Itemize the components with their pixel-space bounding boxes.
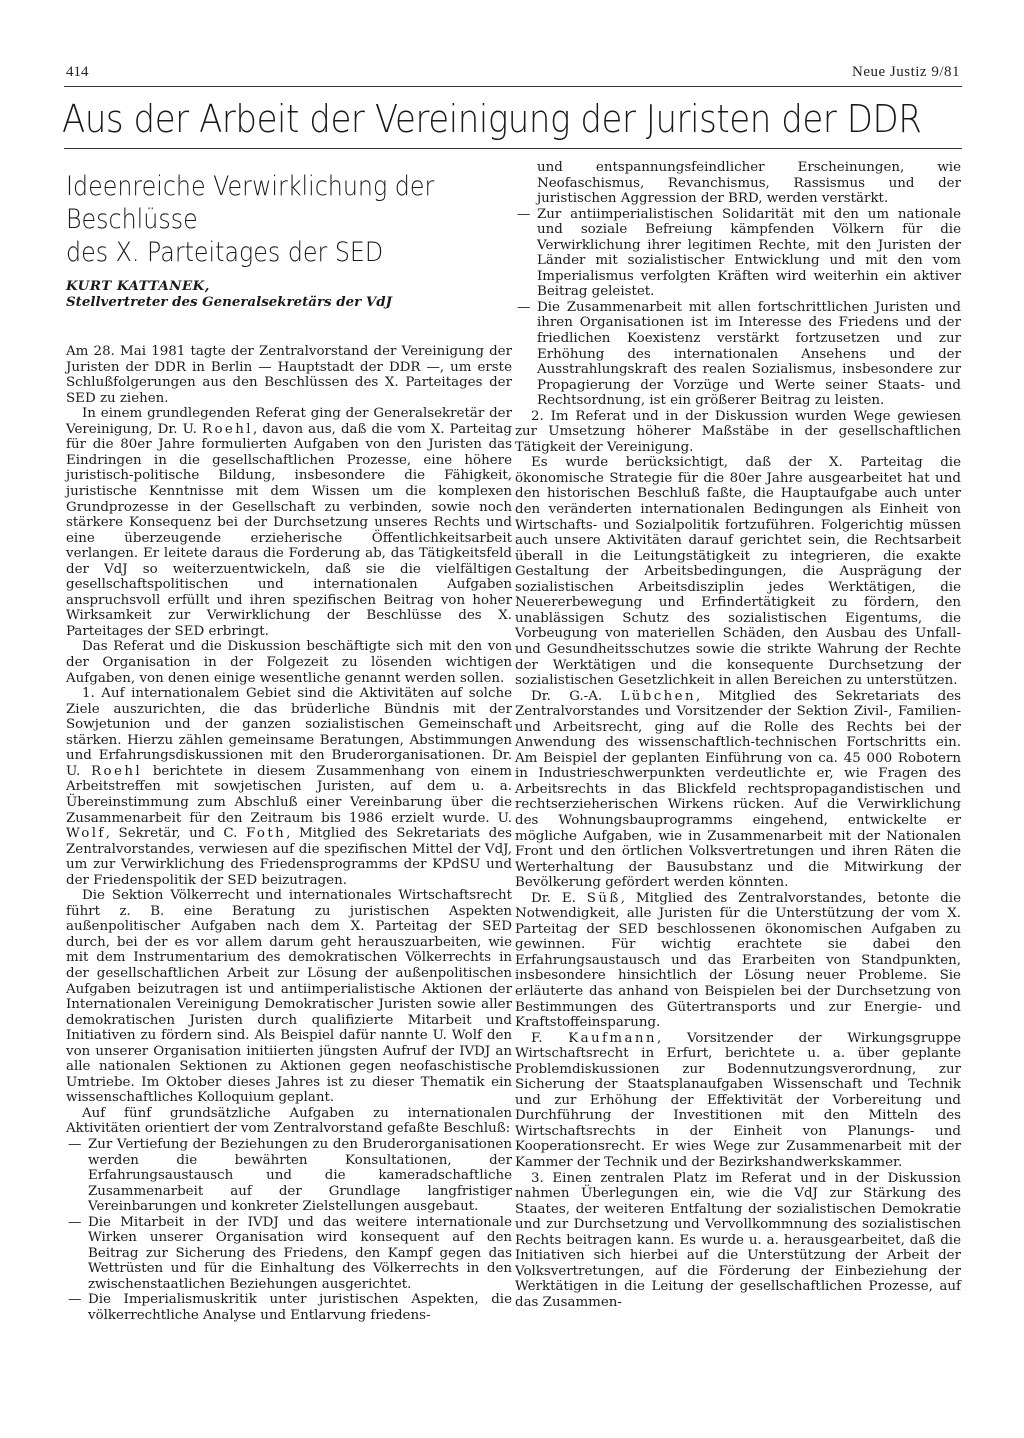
- page-number: 414: [66, 64, 89, 80]
- article-title-line-1: Ideenreiche Verwirklichung der Beschlüsse: [66, 171, 435, 235]
- paragraph: In einem grundlegenden Referat ging der Generalsekretär der Vereinigung, Dr. U. Roehl, davon aus, daß die vom X. Parteitag für die 80er Jahre formulierten Aufgaben von den Juristen das Eindringen in die gesellschaftlichen Prozesse, eine höhere juristisch-politische Bildung, insbesondere die Fähigkeit, juristische Kenntnisse mit dem Wissen um die komplexen Grundprozesse in der Gesellschaft zu verbinden, sowie noch stärkere Konsequenz bei der Durchsetzung unseres Rechts und eine überzeugende erzieherische Öffentlichkeitsarbeit verlangen. Er leitete daraus die Forderung ab, das Tätigkeitsfeld der VdJ so weiterzuentwickeln, daß sie die vielfältigen gesellschaftspolitischen und internationalen Aufgaben anspruchsvoll erfüllt und ihren spezifischen Beitrag von hoher Wirksamkeit zur Verwirklichung der Beschlüsse des X. Parteitages der SED erbringt.: [66, 406, 512, 639]
- author-role: Stellvertreter des Generalsekretärs der VdJ: [66, 293, 392, 310]
- section-rule: [64, 148, 962, 149]
- list-item: — Die Imperialismuskritik unter juristischen Aspekten, die völkerrechtliche Analyse und Entlarvung friedens-: [68, 1292, 512, 1323]
- task-list: [515, 207, 961, 409]
- task-list: [66, 1137, 512, 1324]
- paragraph: Dr. G.-A. Lübchen, Mitglied des Sekretariats des Zentralvorstandes und Vorsitzender der Sektion Zivil-, Familien- und Arbeitsrecht, ging auf die Rolle des Rechts bei der Anwendung des wissenschaftlich-technischen Fortschritts ein. Am Beispiel der geplanten Einführung von ca. 45 000 Robotern in Industrieschwerpunkten verdeutlichte er, wie Fragen des Arbeitsrechts in das Blickfeld rechtspropagandistischen und rechtserzieherischen Wirkens rücken. Auf die Verwirklichung des Wohnungsbauprogramms eingehend, entwickelte er mögliche Aufgaben, wie in Zusammenarbeit mit der Nationalen Front und den örtlichen Volksvertretungen und ihren Räten die Werterhaltung der Bausubstanz und die Mitwirkung der Bevölkerung gefördert werden könnten.: [515, 688, 961, 891]
- section-title: Aus der Arbeit der Vereinigung der Juristen der DDR: [62, 97, 922, 141]
- person-name: Roehl: [201, 421, 253, 437]
- list-item: — Die Zusammenarbeit mit allen fortschrittlichen Juristen und ihren Organisationen ist im Interesse des Friedens und der friedlichen Koexistenz verstärkt fortzusetzen und zur Erhöhung des internationalen Ansehens und der Ausstrahlungskraft des realen Sozialismus, insbesondere zur Propagierung der Vorzüge und Werte seiner Staats- und Rechtsordnung, ist ein größerer Beitrag zu leisten.: [517, 299, 961, 409]
- paragraph: Die Sektion Völkerrecht und internationales Wirtschaftsrecht führt z. B. eine Beratung zu juristischen Aspekten außenpolitischer Aufgaben nach dem X. Parteitag der SED durch, bei der es vor allem darum geht herauszuarbeiten, wie mit dem Instrumentarium des demokratischen Völkerrechts in der gesellschaftlichen Arbeit zur Lösung der außenpolitischen Aufgaben beizutragen ist und antiimperialistische Aktionen der Internationalen Vereinigung Demokratischer Juristen sowie aller demokratischen Juristen durch qualifizierte Mitarbeit und Initiativen zu fördern sind. Als Beispiel dafür nannte U. Wolf den von unserer Organisation initiierten jüngsten Aufruf der IVDJ an alle nationalen Sektionen zu Aktionen gegen neofaschistische Umtriebe. Im Oktober dieses Jahres ist zu dieser Thematik ein wissenschaftliches Kolloquium geplant.: [66, 888, 512, 1106]
- paragraph: 2. Im Referat und in der Diskussion wurden Wege gewiesen zur Umsetzung höherer Maßstäbe in der gesellschaftlichen Tätigkeit der Vereinigung.: [515, 408, 961, 455]
- person-name: Roehl: [91, 763, 143, 779]
- list-item: — Zur antiimperialistischen Solidarität mit den um nationale und soziale Befreiung kämpfenden Völkern für die Verwirklichung ihrer legitimen Rechte, mit den Juristen der Länder mit sozialistischer Entwicklung und mit den vom Imperialismus verfolgten Kräften wird weiterhin ein aktiver Beitrag geleistet.: [517, 206, 961, 300]
- list-item: — Die Mitarbeit in der IVDJ und das weitere internationale Wirken unserer Organisation wird konsequent auf den Beitrag zur Sicherung des Friedens, den Kampf gegen das Wettrüsten und für die Einhaltung des Völkerrechts in den zwischenstaatlichen Beziehungen ausgerichtet.: [68, 1214, 512, 1292]
- paragraph: Dr. E. Süß, Mitglied des Zentralvorstandes, betonte die Notwendigkeit, alle Juristen für die Unterstützung der vom X. Parteitag der SED beschlossenen ökonomischen Aufgaben zu gewinnen. Für wichtig erachtete sie dabei den Erfahrungsaustausch und das Erarbeiten von Standpunkten, insbesondere hinsichtlich der Lösung neuer Probleme. Sie erläuterte das anhand von Beispielen bei der Durchsetzung von Bestimmungen des Gütertransports und zur Energie- und Kraftstoffeinsparung.: [515, 890, 961, 1031]
- paragraph: 1. Auf internationalem Gebiet sind die Aktivitäten auf solche Ziele auszurichten, die das brüderliche Bündnis mit der Sowjetunion und der ganzen sozialistischen Gemeinschaft stärken. Hierzu zählen gemeinsame Beratungen, Abstimmungen und Erfahrungsdiskussionen mit den Bruderorganisationen. Dr. U. Roehl berichtete in diesem Zusammenhang von einem Arbeitstreffen mit sowjetischen Juristen, auf dem u. a. Übereinstimmung zum Abschluß einer Vereinbarung über die Zusammenarbeit für den Zeitraum bis 1986 erzielt wurde. U. Wolf, Sekretär, und C. Foth, Mitglied des Sekretariats des Zentralvorstandes, verwiesen auf die spezifischen Mittel der VdJ, um zur Verwirklichung des Friedensprogramms der KPdSU und der Friedenspolitik der SED beizutragen.: [66, 686, 512, 888]
- paragraph: F. Kaufmann, Vorsitzender der Wirkungsgruppe Wirtschaftsrecht in Erfurt, berichtete u. a. über geplante Problemdiskussionen zur Bodennutzungsverordnung, zur Sicherung der Staatsplanaufgaben Wissenschaft und Technik und zur Erhöhung der Effektivität der Vorbereitung und Durchführung der Investitionen mit den Mitteln des Wirtschaftsrechts in der Einheit von Planungs- und Kooperationsrecht. Er wies Wege zur Zusammenarbeit mit der Kammer der Technik und der Bezirkshandwerkskammer.: [515, 1030, 961, 1170]
- person-name: Lübchen: [620, 688, 696, 704]
- person-name: Wolf: [66, 826, 106, 842]
- paragraph-continued: und entspannungsfeindlicher Erscheinungen, wie Neofaschismus, Revanchismus, Rassismus und der juristischen Aggression der BRD, werden verstärkt.: [537, 160, 961, 207]
- paragraph: Es wurde berücksichtigt, daß der X. Parteitag die ökonomische Strategie für die 80er Jahre ausgearbeitet hat und den historischen Beschluß faßte, die Hauptaufgabe auch unter den veränderten internationalen Bedingungen als Einheit von Wirtschafts- und Sozialpolitik fortzuführen. Folgerichtig müssen auch unsere Aktivitäten darauf gerichtet sein, die Rechtsarbeit überall in die Leitungstätigkeit zu integrieren, die exakte Gestaltung der Arbeitsbedingungen, die Ausprägung der sozialistischen Arbeitsdisziplin jedes Werktätigen, die Neuererbewegung und Erfindertätigkeit zu fördern, den unablässigen Schutz des sozialistischen Eigentums, die Vorbeugung von materiellen Schäden, den Ausbau des Unfall- und Gesundheitsschutzes sowie die strikte Wahrung der Rechte der Werktätigen und die konsequente Durchsetzung der sozialistischen Gesetzlichkeit in allen Bereichen zu unterstützen.: [515, 455, 961, 689]
- author-name: KURT KATTANEK,: [66, 278, 210, 294]
- right-column: [515, 160, 961, 1310]
- left-column: [66, 170, 512, 1324]
- article-title: [66, 170, 506, 269]
- person-name: Foth: [245, 826, 287, 842]
- paragraph: Am 28. Mai 1981 tagte der Zentralvorstand der Vereinigung der Juristen der DDR in Berlin — Hauptstadt der DDR —, um erste Schlußfolgerungen aus den Beschlüssen des X. Parteitages der SED zu ziehen.: [66, 344, 512, 406]
- paragraph: 3. Einen zentralen Platz im Referat und in der Diskussion nahmen Überlegungen ein, wie die VdJ zur Stärkung des Staates, der weiteren Entfaltung der sozialistischen Demokratie und zur Durchsetzung und Vervollkommnung des sozialistischen Rechts beitragen kann. Es wurde u. a. herausgearbeitet, daß die Initiativen sich hierbei auf die Unterstützung der Arbeit der Volksvertretungen, auf die Förderung der Einbeziehung der Werktätigen in die Leitung der gesellschaftlichen Prozesse, auf das Zusammen-: [515, 1170, 961, 1310]
- paragraph: Auf fünf grundsätzliche Aufgaben zu internationalen Aktivitäten orientiert der vom Zentralvorstand gefaßte Beschluß:: [66, 1105, 512, 1137]
- person-name: Süß: [586, 890, 621, 906]
- header-rule: [64, 86, 962, 87]
- journal-reference: Neue Justiz 9/81: [852, 64, 960, 80]
- person-name: Kaufmann: [568, 1030, 657, 1046]
- list-item: — Zur Vertiefung der Beziehungen zu den Bruderorganisationen werden die bewährten Konsultationen, der Erfahrungsaustausch und die kameradschaftliche Zusammenarbeit auf der Grundlage langfristiger Vereinbarungen und konkreter Zielstellungen ausgebaut.: [68, 1136, 512, 1215]
- article-title-line-2: des X. Parteitages der SED: [66, 237, 384, 268]
- paragraph: Das Referat und die Diskussion beschäftigte sich mit den von der Organisation in der Folgezeit zu lösenden wichtigen Aufgaben, von denen einige wesentliche genannt werden sollen.: [66, 639, 512, 686]
